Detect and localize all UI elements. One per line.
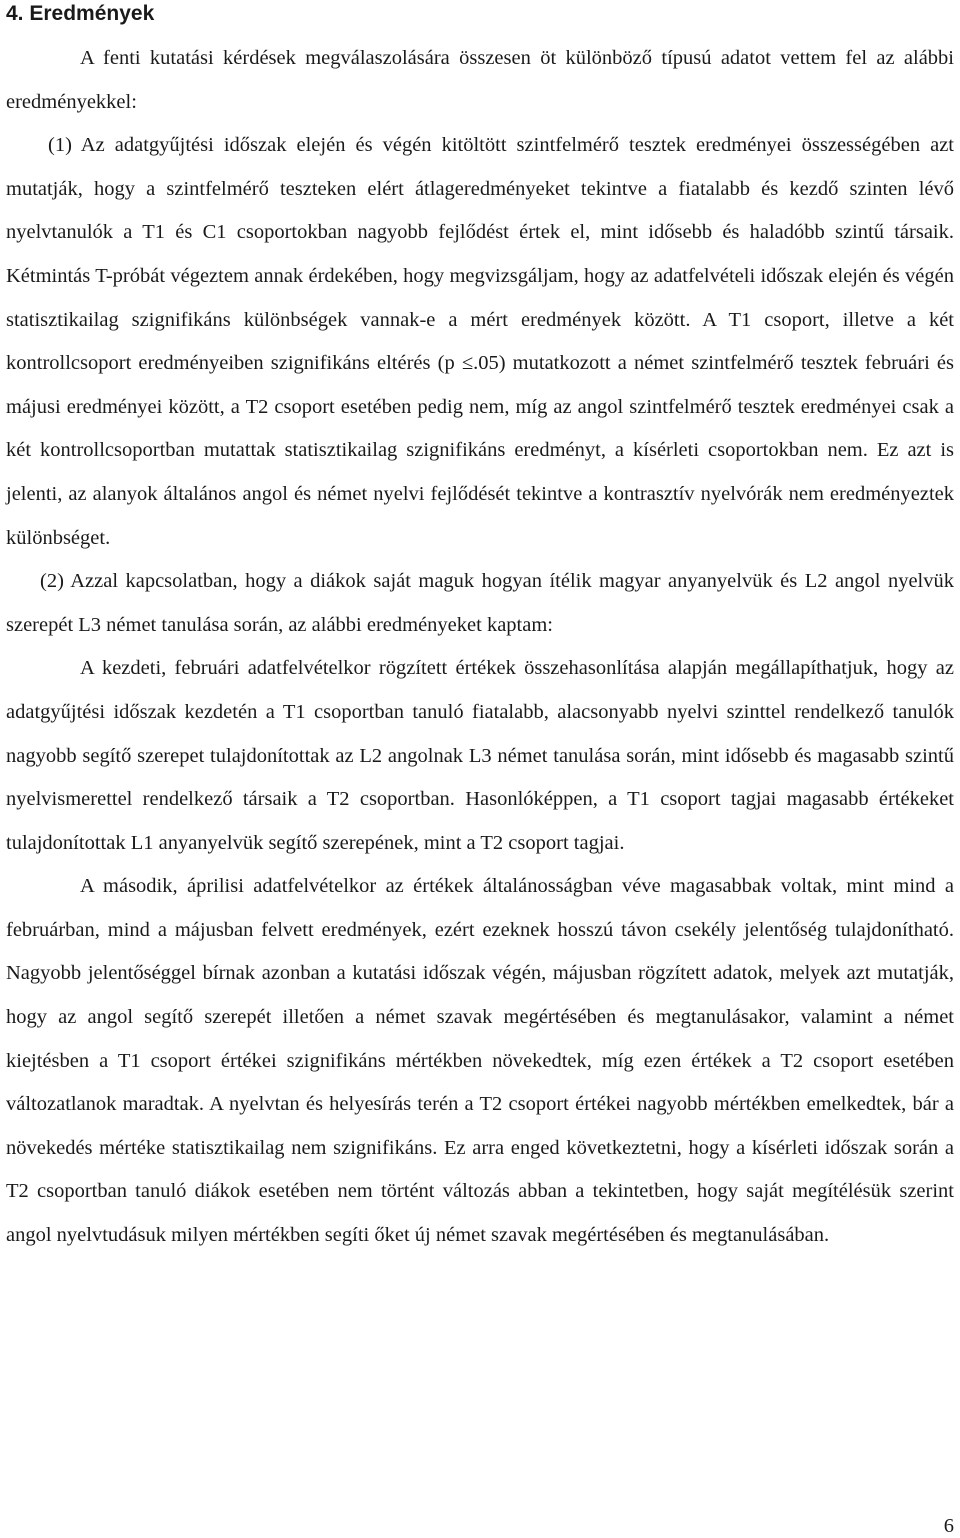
page-number: 6 xyxy=(943,1515,954,1537)
section-heading: 4. Eredmények xyxy=(6,2,155,25)
paragraph-result-1: (1) Az adatgyűjtési időszak elején és végén kitöltött szintfelmérő tesztek eredményei összességében azt mutatják, hogy a szintfelmérő teszteken elért átlageredményeket tekintve a fiatalabb és kezdő szinten lévő nyelvtanulók a T1 és C1 csoportokban nagyobb fejlődést értek el, mint idősebb és haladóbb szintű társaik. Kétmintás T-próbát végeztem annak érdekében, hogy megvizsgáljam, hogy az adatfelvételi időszak elején és végén statisztikailag szignifikáns különbségek vannak-e a mért eredmények között. A T1 csoport, illetve a két kontrollcsoport eredményeiben szignifikáns eltérés (p ≤.05) mutatkozott a német szintfelmérő tesztek februári és májusi eredményei között, a T2 csoport esetében pedig nem, míg az angol szintfelmérő tesztek eredményei csak a két kontrollcsoportban mutattak statisztikailag szignifikáns eredményt, a kísérleti csoportokban nem. Ez azt is jelenti, az alanyok általános angol és német nyelvi fejlődését tekintve a kontrasztív nyelvórák nem eredményeztek különbséget. xyxy=(6,134,954,549)
document-page xyxy=(6,0,954,1258)
paragraph-intro: A fenti kutatási kérdések megválaszolására összesen öt különböző típusú adatot vettem fel az alábbi eredményekkel: xyxy=(6,47,954,113)
paragraph-february: A kezdeti, februári adatfelvételkor rögzített értékek összehasonlítása alapján megállapíthatjuk, hogy az adatgyűjtési időszak kezdetén a T1 csoportban tanuló fiatalabb, alacsonyabb nyelvi szinttel rendelkező tanulók nagyobb segítő szerepet tulajdonítottak az L2 angolnak L3 német tanulása során, mint idősebb és magasabb szintű nyelvismerettel rendelkező társaik a T2 csoportban. Hasonlóképpen, a T1 csoport tagjai magasabb értékeket tulajdonítottak L1 anyanyelvük segítő szerepének, mint a T2 csoport tagjai. xyxy=(6,657,954,854)
paragraph-result-2: (2) Azzal kapcsolatban, hogy a diákok saját maguk hogyan ítélik magyar anyanyelvük és L2 angol nyelvük szerepét L3 német tanulása során, az alábbi eredményeket kaptam: xyxy=(6,570,954,636)
paragraph-april-may: A második, áprilisi adatfelvételkor az értékek általánosságban véve magasabbak voltak, mint mind a februárban, mind a májusban felvett eredmények, ezért ezeknek hosszú távon csekély jelentőség tulajdonítható. Nagyobb jelentőséggel bírnak azonban a kutatási időszak végén, májusban rögzített adatok, melyek azt mutatják, hogy az angol segítő szerepét illetően a német szavak megértésében és megtanulásakor, valamint a német kiejtésben a T1 csoport értékei szignifikáns mértékben növekedtek, míg ezen értékek a T2 csoport esetében változatlanok maradtak. A nyelvtan és helyesírás terén a T2 csoport értékei nagyobb mértékben emelkedtek, bár a növekedés mértéke statisztikailag nem szignifikáns. Ez arra enged következtetni, hogy a kísérleti időszak során a T2 csoportban tanuló diákok esetében nem történt változás abban a tekintetben, hogy saját megítélésük szerint angol nyelvtudásuk milyen mértékben segíti őket új német szavak megértésében és megtanulásában. xyxy=(6,875,954,1247)
